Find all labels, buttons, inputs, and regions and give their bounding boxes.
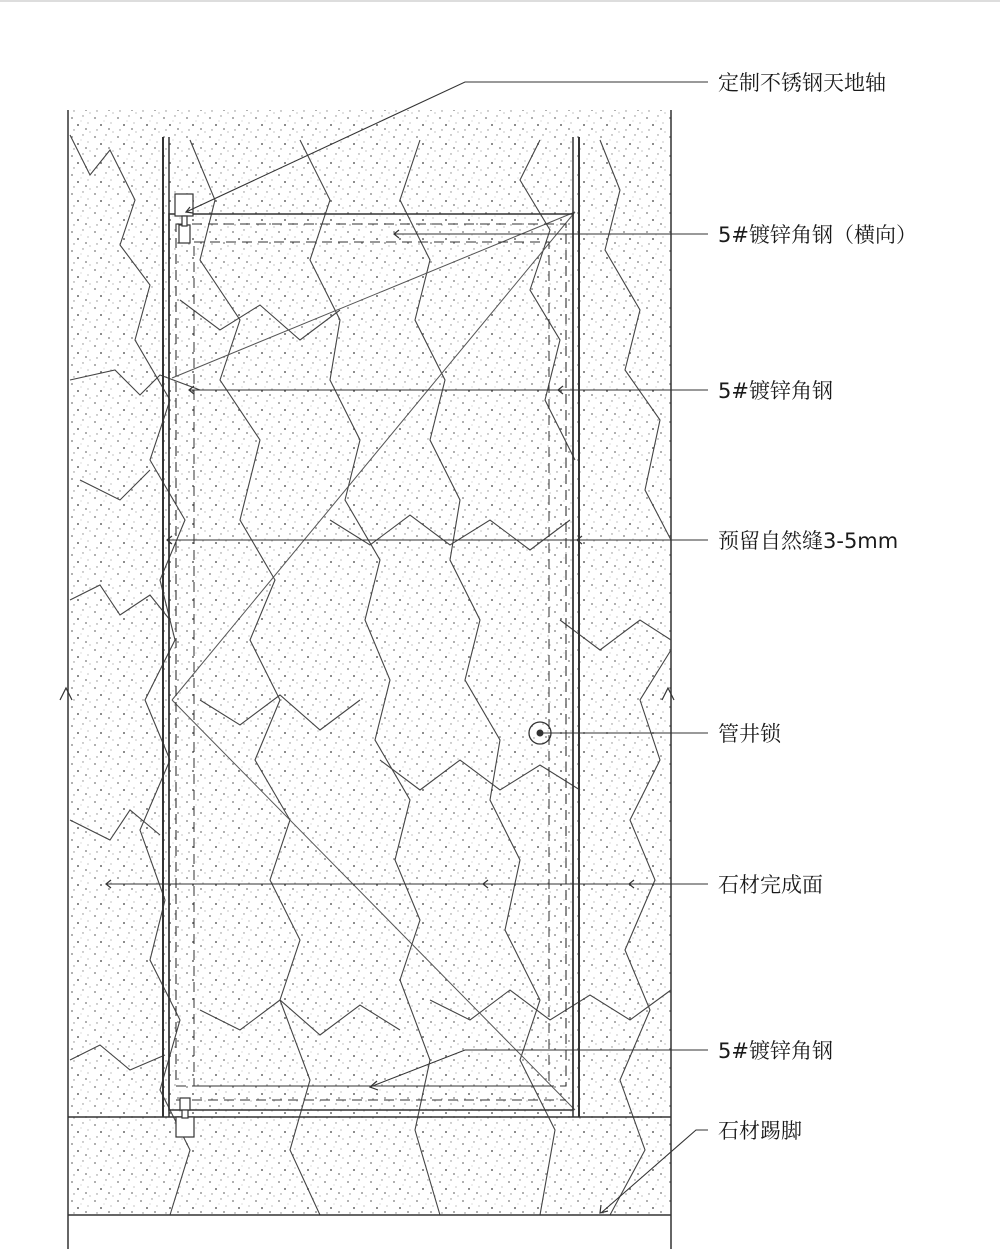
label-angle-steel-horizontal: 5#镀锌角钢（横向） [718,223,917,247]
label-stone-skirting: 石材踢脚 [718,1119,802,1143]
label-angle-steel-mid: 5#镀锌角钢 [718,379,833,403]
label-angle-steel-bottom: 5#镀锌角钢 [718,1039,833,1063]
stone-wall-texture [68,110,671,1215]
label-stone-finish-face: 石材完成面 [718,873,823,897]
label-shaft-lock: 管井锁 [718,722,781,746]
label-pivot: 定制不锈钢天地轴 [718,71,886,95]
label-natural-gap: 预留自然缝3-5mm [718,529,899,553]
